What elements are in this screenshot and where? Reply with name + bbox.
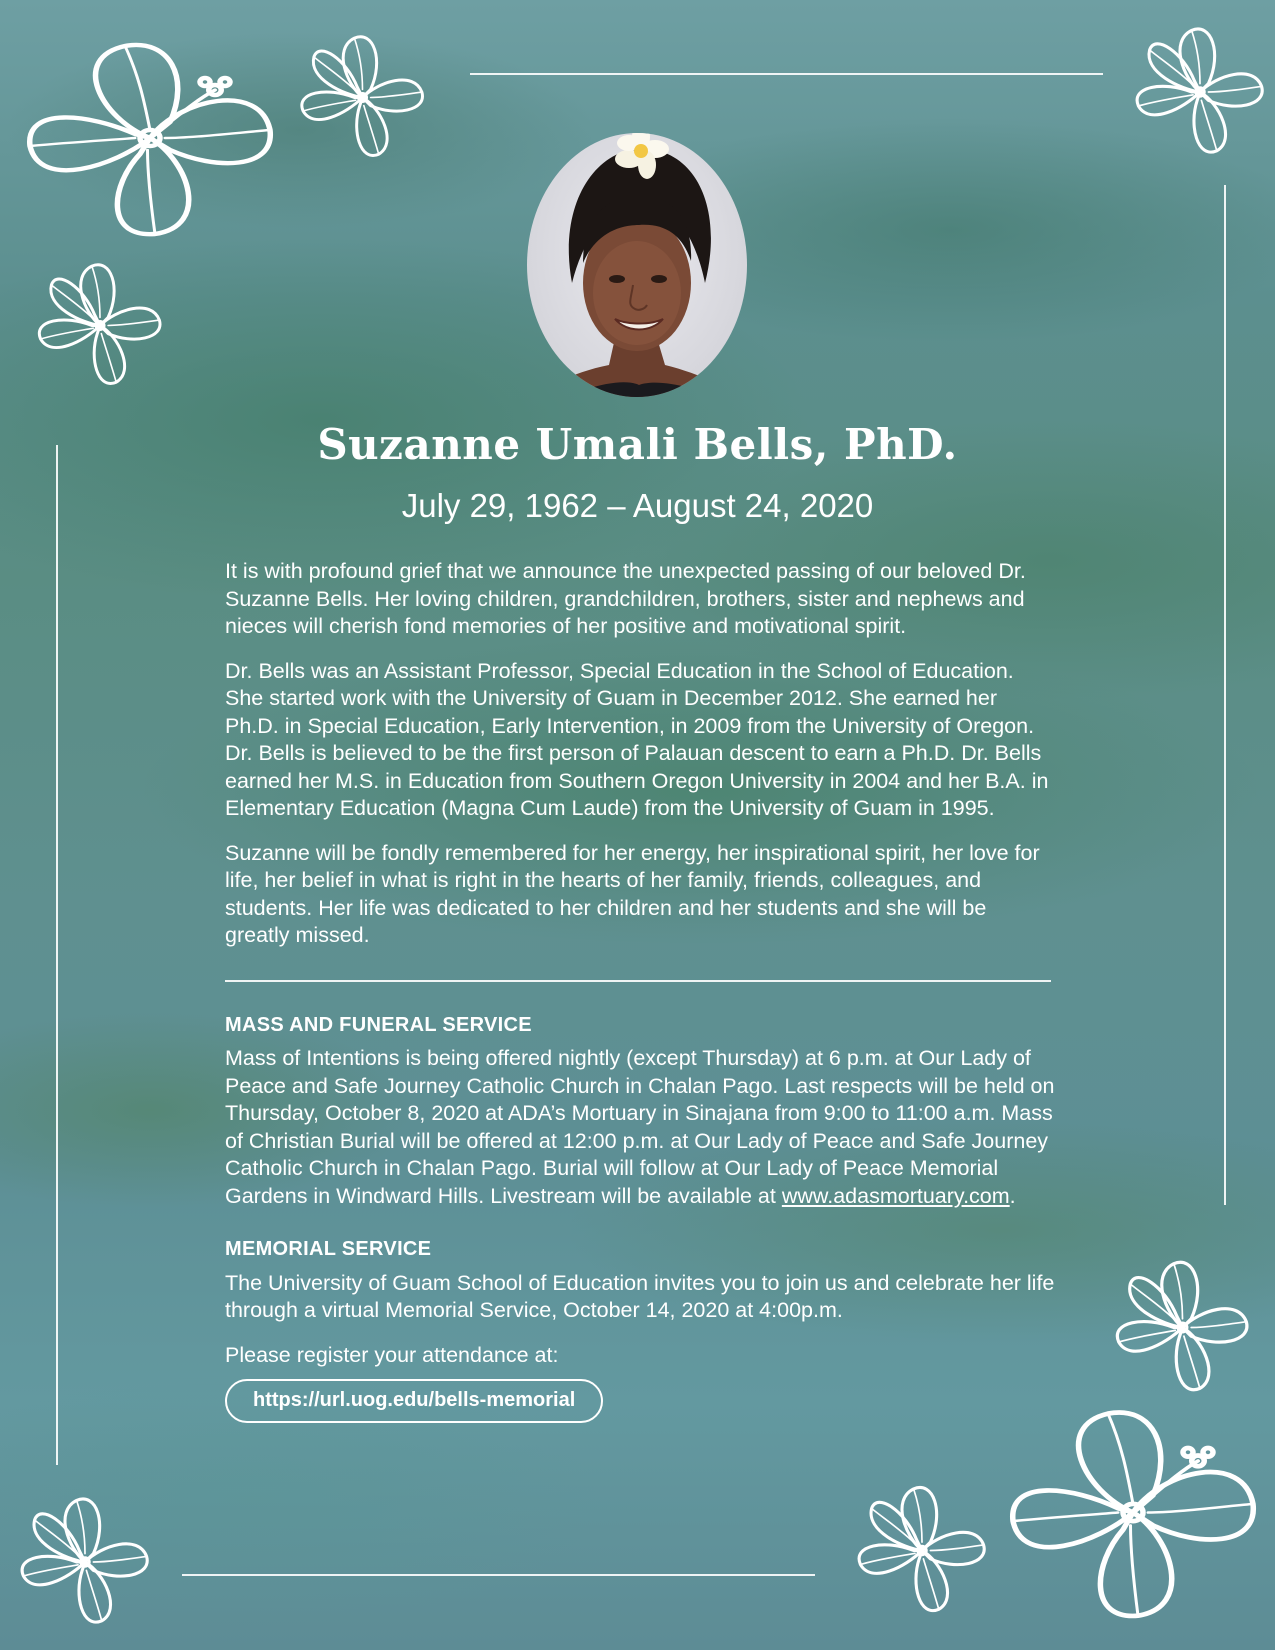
obituary-content bbox=[225, 558, 1055, 1423]
hibiscus-flower-icon bbox=[25, 38, 275, 238]
plumeria-flower-icon bbox=[295, 30, 430, 165]
frame-bottom-line bbox=[182, 1574, 815, 1576]
hibiscus-flower-icon bbox=[1008, 1405, 1258, 1620]
memorial-section-text: The University of Guam School of Education invites you to join us and celebrate her life through a virtual Memorial Service, October 14, 2020 at 4:00p.m. bbox=[225, 1270, 1055, 1322]
life-dates: July 29, 1962 – August 24, 2020 bbox=[401, 487, 874, 524]
section-divider bbox=[225, 980, 1051, 982]
paragraph-remembrance: Suzanne will be fondly remembered for her energy, her inspirational spirit, her love for life, her belief in what is right in the hearts of her family, friends, colleagues, and students. Her life was dedicated to her children and her students and she will be greatly missed. bbox=[225, 840, 1040, 947]
plumeria-flower-icon bbox=[1110, 1255, 1255, 1400]
mass-section-text bbox=[225, 1045, 1055, 1210]
mass-text-end: . bbox=[1009, 1183, 1016, 1208]
register-link-button[interactable]: https://url.uog.edu/bells-memorial bbox=[225, 1379, 603, 1423]
paragraph-announcement: It is with profound grief that we announce the unexpected passing of our beloved Dr. Suzanne Bells. Her loving children, grandchildren, brothers, sister and nephews and nieces will cherish fond memories of her positive and motivational spirit. bbox=[225, 559, 1026, 638]
mortuary-link[interactable]: www.adasmortuary.com bbox=[781, 1183, 1010, 1208]
paragraph-career: Dr. Bells was an Assistant Professor, Special Education in the School of Education. She started work with the University of Guam in December 2012. She earned her Ph.D. in Special Education, Early Intervention, in 2009 from the University of Oregon. Dr. Bells is believed to be the first person of Palauan descent to earn a Ph.D. Dr. Bells earned her M.S. in Education from Southern Oregon University in 2004 and her B.A. in Elementary Education (Magna Cum Laude) from the University of Guam in 1995. bbox=[225, 658, 1049, 820]
register-label: Please register your attendance at: bbox=[225, 1342, 559, 1367]
mass-section-title: MASS AND FUNERAL SERVICE bbox=[225, 1013, 532, 1036]
plumeria-flower-icon bbox=[1130, 22, 1270, 162]
memorial-section-title: MEMORIAL SERVICE bbox=[225, 1238, 432, 1260]
page-title: Suzanne Umali Bells, PhD. bbox=[317, 420, 958, 469]
portrait-photo bbox=[527, 133, 747, 397]
plumeria-flower-icon bbox=[30, 258, 170, 393]
frame-left-line bbox=[56, 445, 58, 1465]
plumeria-flower-icon bbox=[852, 1478, 992, 1623]
frame-right-line bbox=[1224, 185, 1226, 1205]
plumeria-flower-icon bbox=[15, 1492, 155, 1632]
mass-text: Mass of Intentions is being offered nightly (except Thursday) at 6 p.m. at Our Lady of Peace and Safe Journey Catholic Church in Chalan Pago. Last respects will be held on Thursday, October 8, 2020 at ADA’s Mortuary in Sinajana from 9:00 to 11:00 a.m. Mass of Christian Burial will be offered at 12:00 p.m. at Our Lady of Peace and Safe Journey Catholic Church in Chalan Pago. Burial will follow at Our Lady of Peace Memorial Gardens in Windward Hills. Livestream will be available at bbox=[225, 1046, 1055, 1208]
frame-top-line bbox=[470, 73, 1103, 75]
